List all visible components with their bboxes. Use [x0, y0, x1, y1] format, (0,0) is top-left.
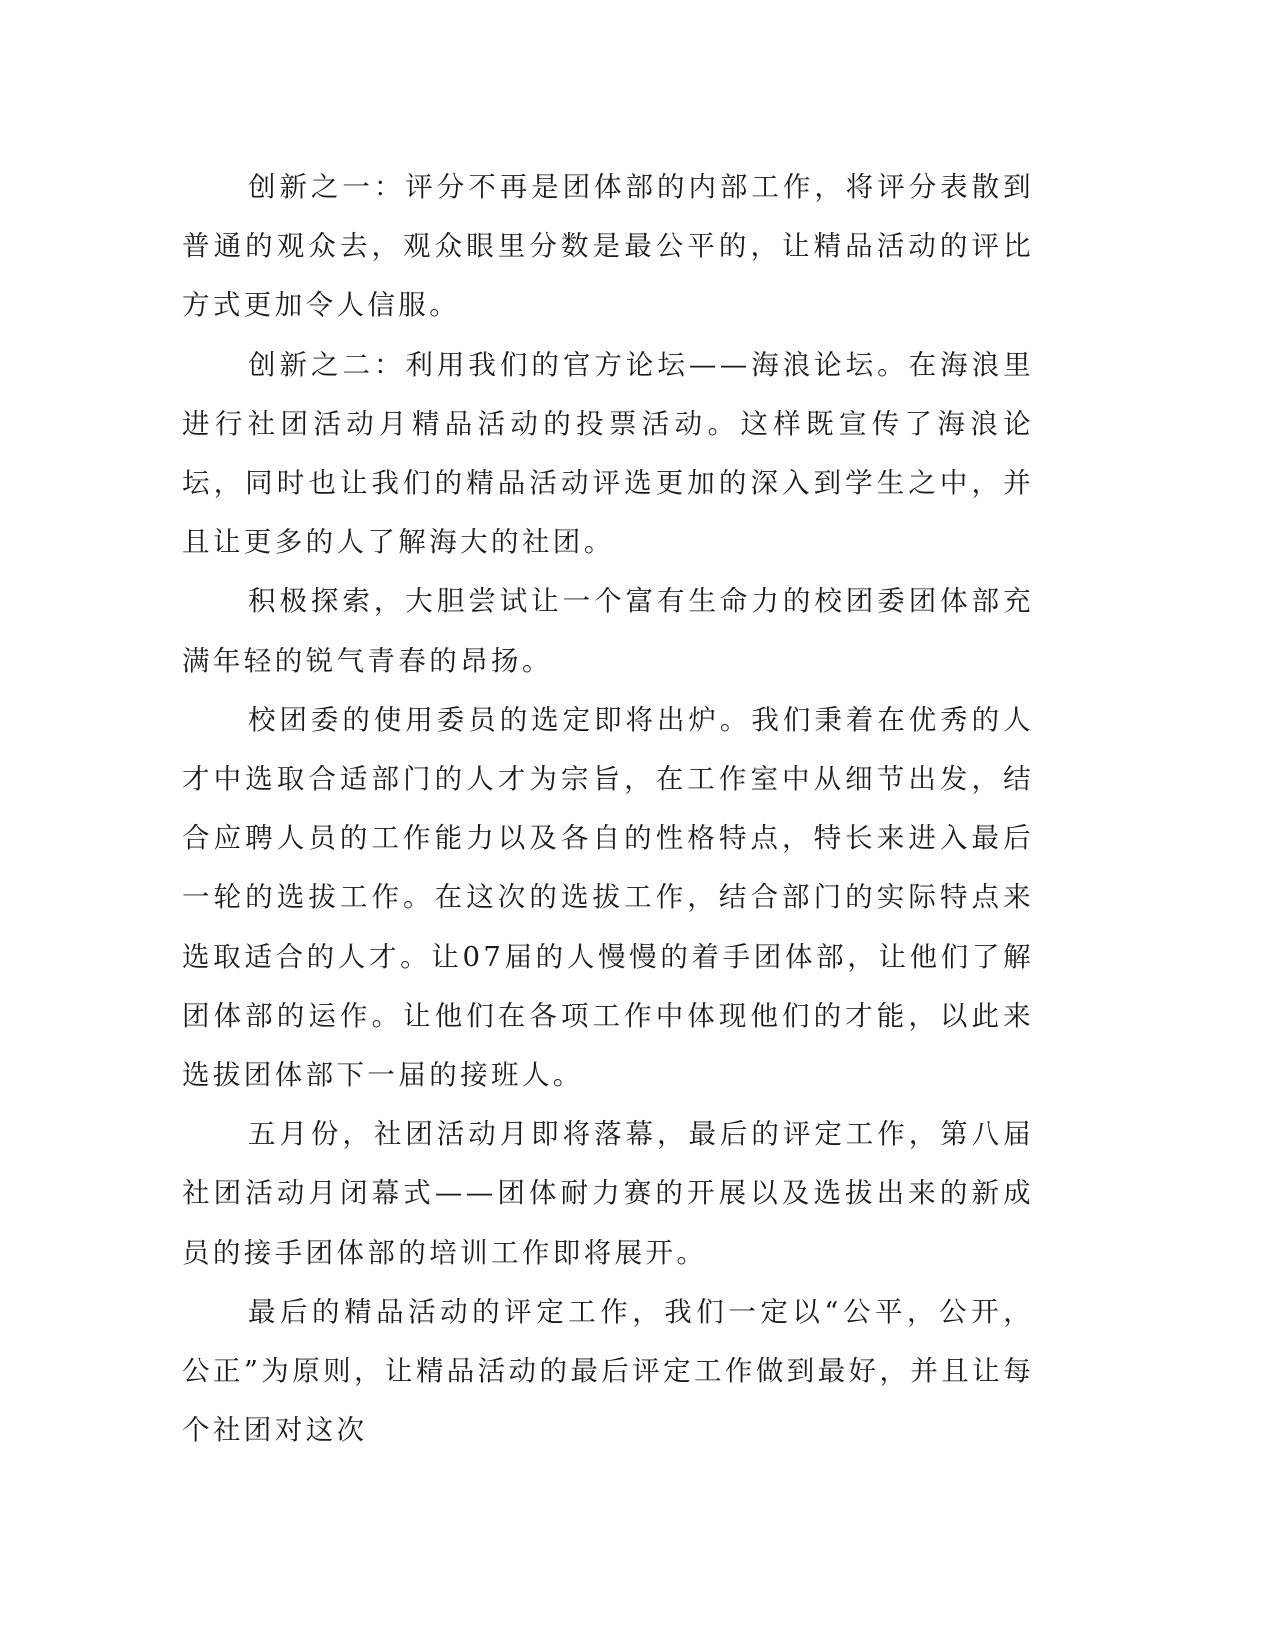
paragraph-final-evaluation: 最后的精品活动的评定工作，我们一定以“公平，公开，公正”为原则，让精品活动的最后评定工作做到最好，并且让每个社团对这次	[182, 1295, 1034, 1447]
paragraph-may-closing: 五月份，社团活动月即将落幕，最后的评定工作，第八届社团活动月闭幕式——团体耐力赛的开展以及选拔出来的新成员的接手团体部的培训工作即将展开。	[182, 1118, 1034, 1269]
paragraph-explore: 积极探索，大胆尝试让一个富有生命力的校团委团体部充满年轻的锐气青春的昂扬。	[182, 585, 1034, 677]
paragraph-committee-selection: 校团委的使用委员的选定即将出炉。我们秉着在优秀的人才中选取合适部门的人才为宗旨，在工作室中从细节出发，结合应聘人员的工作能力以及各自的性格特点，特长来进入最后一轮的选拔工作。在这次的选拔工作，结合部门的实际特点来选取适合的人才。让07届的人慢慢的着手团体部，让他们了解团体部的运作。让他们在各项工作中体现他们的才能，以此来选拔团体部下一届的接班人。	[182, 703, 1034, 1092]
paragraph-innovation-two: 创新之二：利用我们的官方论坛——海浪论坛。在海浪里进行社团活动月精品活动的投票活动。这样既宣传了海浪论坛，同时也让我们的精品活动评选更加的深入到学生之中，并且让更多的人了解海大的社团。	[182, 348, 1034, 559]
document-body	[182, 158, 1034, 1460]
paragraph-innovation-one: 创新之一：评分不再是团体部的内部工作，将评分表散到普通的观众去，观众眼里分数是最公平的，让精品活动的评比方式更加令人信服。	[182, 171, 1034, 322]
